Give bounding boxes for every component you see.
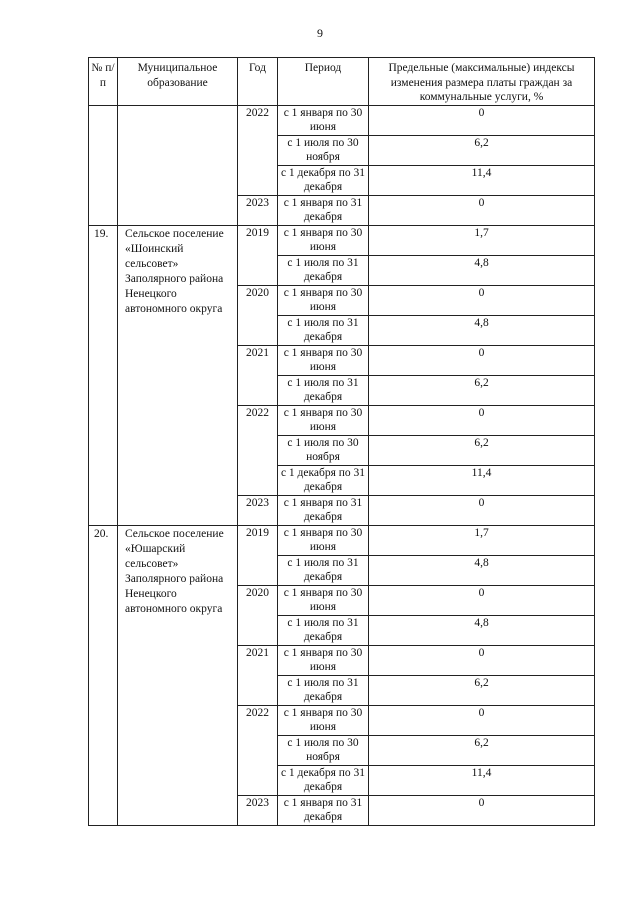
period-cell: с 1 декабря по 31 декабря [278, 165, 369, 195]
period-cell: с 1 июля по 31 декабря [278, 555, 369, 585]
period-cell: с 1 января по 30 июня [278, 105, 369, 135]
header-municipality: Муниципальное образование [118, 58, 238, 106]
period-cell: с 1 января по 30 июня [278, 645, 369, 675]
municipality-name: Сельское поселение «Юшарский сельсовет» Заполярного района Ненецкого автономного округа [118, 525, 238, 825]
page-number: 9 [317, 26, 323, 40]
table-body [89, 105, 595, 825]
index-value-cell: 4,8 [369, 255, 595, 285]
year-cell: 2022 [238, 405, 278, 495]
header-year: Год [238, 58, 278, 106]
year-cell: 2019 [238, 525, 278, 585]
period-cell: с 1 января по 31 декабря [278, 795, 369, 825]
year-cell: 2020 [238, 585, 278, 645]
index-value-cell: 4,8 [369, 555, 595, 585]
period-cell: с 1 января по 30 июня [278, 525, 369, 555]
period-cell: с 1 января по 30 июня [278, 705, 369, 735]
index-value-cell: 0 [369, 345, 595, 375]
row-number [89, 105, 118, 225]
index-value-cell: 11,4 [369, 765, 595, 795]
year-cell: 2020 [238, 285, 278, 345]
index-value-cell: 1,7 [369, 225, 595, 255]
year-cell: 2021 [238, 645, 278, 705]
year-cell: 2023 [238, 495, 278, 525]
period-cell: с 1 января по 30 июня [278, 585, 369, 615]
period-cell: с 1 января по 31 декабря [278, 195, 369, 225]
index-value-cell: 6,2 [369, 735, 595, 765]
index-value-cell: 0 [369, 105, 595, 135]
table-row [89, 225, 595, 255]
index-value-cell: 0 [369, 645, 595, 675]
index-value-cell: 6,2 [369, 435, 595, 465]
index-value-cell: 0 [369, 405, 595, 435]
index-value-cell: 0 [369, 795, 595, 825]
year-cell: 2022 [238, 705, 278, 795]
period-cell: с 1 июля по 30 ноября [278, 735, 369, 765]
index-value-cell: 11,4 [369, 465, 595, 495]
period-cell: с 1 июля по 31 декабря [278, 315, 369, 345]
period-cell: с 1 декабря по 31 декабря [278, 465, 369, 495]
municipality-name [118, 105, 238, 225]
year-cell: 2019 [238, 225, 278, 285]
year-cell: 2021 [238, 345, 278, 405]
row-number: 20. [89, 525, 118, 825]
period-cell: с 1 июля по 31 декабря [278, 375, 369, 405]
municipality-name: Сельское поселение «Шоинский сельсовет» Заполярного района Ненецкого автономного округа [118, 225, 238, 525]
row-number: 19. [89, 225, 118, 525]
period-cell: с 1 января по 30 июня [278, 345, 369, 375]
index-value-cell: 6,2 [369, 135, 595, 165]
year-cell: 2023 [238, 195, 278, 225]
table-header-row [89, 58, 595, 106]
period-cell: с 1 июля по 31 декабря [278, 675, 369, 705]
index-value-cell: 0 [369, 585, 595, 615]
year-cell: 2022 [238, 105, 278, 195]
table-row [89, 525, 595, 555]
period-cell: с 1 июля по 30 ноября [278, 435, 369, 465]
period-cell: с 1 января по 30 июня [278, 285, 369, 315]
period-cell: с 1 января по 30 июня [278, 225, 369, 255]
index-value-cell: 4,8 [369, 615, 595, 645]
period-cell: с 1 января по 31 декабря [278, 495, 369, 525]
header-index: Предельные (максимальные) индексы изменения размера платы граждан за коммунальные услуги, % [369, 58, 595, 106]
index-value-cell: 6,2 [369, 675, 595, 705]
header-num: № п/п [89, 58, 118, 106]
table-row [89, 105, 595, 135]
period-cell: с 1 января по 30 июня [278, 405, 369, 435]
period-cell: с 1 июля по 31 декабря [278, 255, 369, 285]
period-cell: с 1 декабря по 31 декабря [278, 765, 369, 795]
index-value-cell: 0 [369, 195, 595, 225]
index-value-cell: 6,2 [369, 375, 595, 405]
index-value-cell: 0 [369, 285, 595, 315]
index-value-cell: 4,8 [369, 315, 595, 345]
index-value-cell: 0 [369, 705, 595, 735]
tariff-index-table [88, 57, 595, 826]
period-cell: с 1 июля по 31 декабря [278, 615, 369, 645]
year-cell: 2023 [238, 795, 278, 825]
period-cell: с 1 июля по 30 ноября [278, 135, 369, 165]
header-period: Период [278, 58, 369, 106]
index-value-cell: 1,7 [369, 525, 595, 555]
index-value-cell: 0 [369, 495, 595, 525]
index-value-cell: 11,4 [369, 165, 595, 195]
